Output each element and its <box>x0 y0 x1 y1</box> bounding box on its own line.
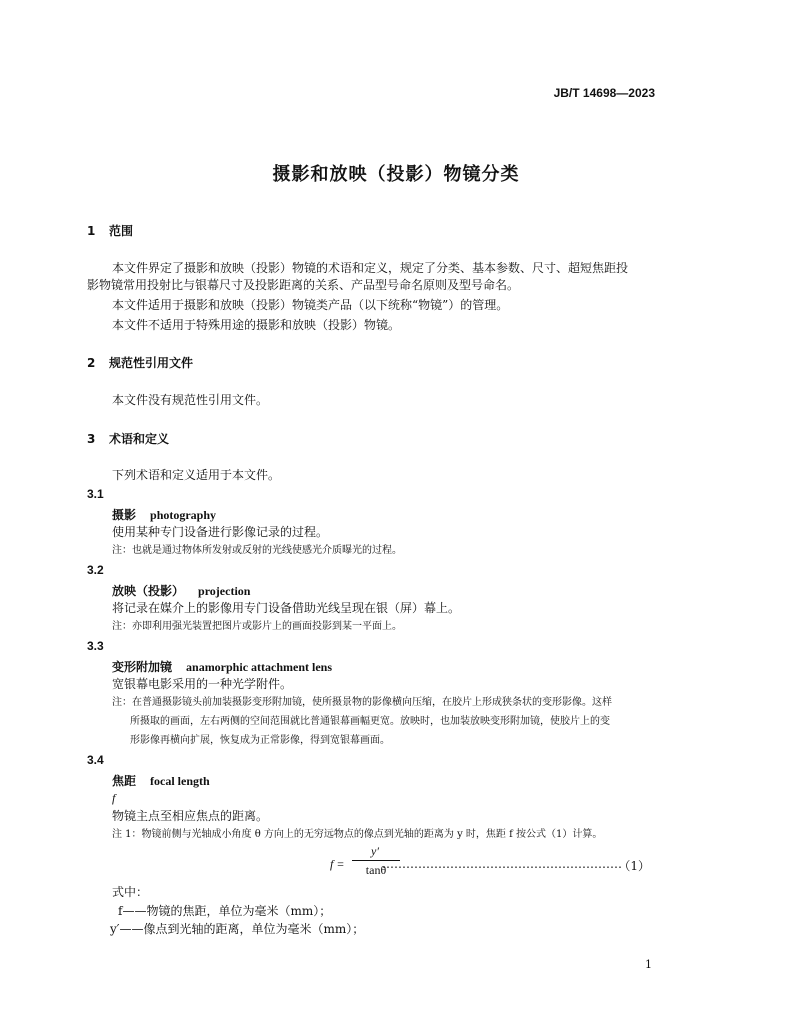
section-title: 术语和定义 <box>109 432 170 446</box>
section-number: 3 <box>87 432 96 446</box>
term-symbol: f <box>112 791 116 805</box>
term-number: 3.1 <box>87 487 104 501</box>
term-en: focal length <box>150 774 210 788</box>
section-3-heading <box>87 430 169 447</box>
term-en: photography <box>150 508 217 522</box>
section-number: 2 <box>87 356 96 370</box>
term-note: 注：也就是通过物体所发射或反射的光线使感光介质曝光的过程。 <box>112 545 402 556</box>
term-note-line-3: 形影像再横向扩展，恢复成为正常影像，得到宽银幕画面。 <box>130 735 390 746</box>
formula-denominator: tanθ <box>365 863 387 877</box>
formula-leader-dots: …………………………………………………… <box>382 857 622 871</box>
terms-intro: 下列术语和定义适用于本文件。 <box>112 468 281 482</box>
section-2-heading <box>87 354 193 371</box>
term-en: projection <box>198 584 251 598</box>
term-zh: 变形附加镜 <box>112 660 173 674</box>
term-number: 3.4 <box>87 753 104 767</box>
equation-number: （1） <box>618 859 650 873</box>
section-number: 1 <box>87 224 96 238</box>
term-note: 注 1：物镜前侧与光轴成小角度 θ 方向上的无穷远物点的像点到光轴的距离为 y 时，焦距 f 按公式（1）计算。 <box>112 829 603 840</box>
term-number: 3.3 <box>87 639 104 653</box>
formula-numerator: y′ <box>371 844 379 858</box>
term-note: 注：亦即利用强光装置把图片或影片上的画面投影到某一平面上。 <box>112 621 402 632</box>
standard-number: JB/T 14698—2023 <box>553 86 655 100</box>
scope-paragraph-3: 本文件不适用于特殊用途的摄影和放映（投影）物镜。 <box>112 318 401 332</box>
term-en: anamorphic attachment lens <box>186 660 333 674</box>
term-number: 3.2 <box>87 563 104 577</box>
term-definition: 使用某种专门设备进行影像记录的过程。 <box>112 525 329 539</box>
term-note-line-1: 注：在普通摄影镜头前加装摄影变形附加镜，使所摄景物的影像横向压缩，在胶片上形成狭条状的变形影像。这样 <box>112 697 612 708</box>
formula-lhs: f = <box>330 857 345 871</box>
term-heading <box>112 582 250 599</box>
term-note-line-2: 所摄取的画面，左右两侧的空间范围就比普通银幕画幅更宽。放映时，也加装放映变形附加镜，使胶片上的变 <box>130 716 610 727</box>
scope-paragraph-1b: 影物镜常用投射比与银幕尺寸及投影距离的关系、产品型号命名原则及型号命名。 <box>87 278 520 292</box>
document-title: 摄影和放映（投影）物镜分类 <box>272 164 520 185</box>
term-zh: 摄影 <box>112 508 137 522</box>
page-number: 1 <box>645 958 652 971</box>
term-heading <box>112 506 216 523</box>
term-definition: 宽银幕电影采用的一种光学附件。 <box>112 677 293 691</box>
where-label: 式中： <box>112 885 149 899</box>
section-title: 范围 <box>109 224 134 238</box>
term-zh: 焦距 <box>112 774 137 788</box>
variable-definition-y: y′——像点到光轴的距离，单位为毫米（mm）； <box>110 922 365 936</box>
variable-definition-f: f——物镜的焦距，单位为毫米（mm）； <box>118 904 332 918</box>
section-title: 规范性引用文件 <box>109 356 194 370</box>
term-definition: 将记录在媒介上的影像用专门设备借助光线呈现在银（屏）幕上。 <box>112 601 461 615</box>
term-definition: 物镜主点至相应焦点的距离。 <box>112 809 269 823</box>
scope-paragraph-2: 本文件适用于摄影和放映（投影）物镜类产品（以下统称“物镜”）的管理。 <box>112 298 509 312</box>
term-heading <box>112 658 332 675</box>
scope-paragraph-1a: 本文件界定了摄影和放映（投影）物镜的术语和定义，规定了分类、基本参数、尺寸、超短焦距投 <box>112 261 629 275</box>
section-1-heading <box>87 222 133 239</box>
formula-1 <box>330 844 650 884</box>
term-zh: 放映（投影） <box>112 584 185 598</box>
normative-ref-paragraph: 本文件没有规范性引用文件。 <box>112 393 269 407</box>
term-heading <box>112 772 210 789</box>
